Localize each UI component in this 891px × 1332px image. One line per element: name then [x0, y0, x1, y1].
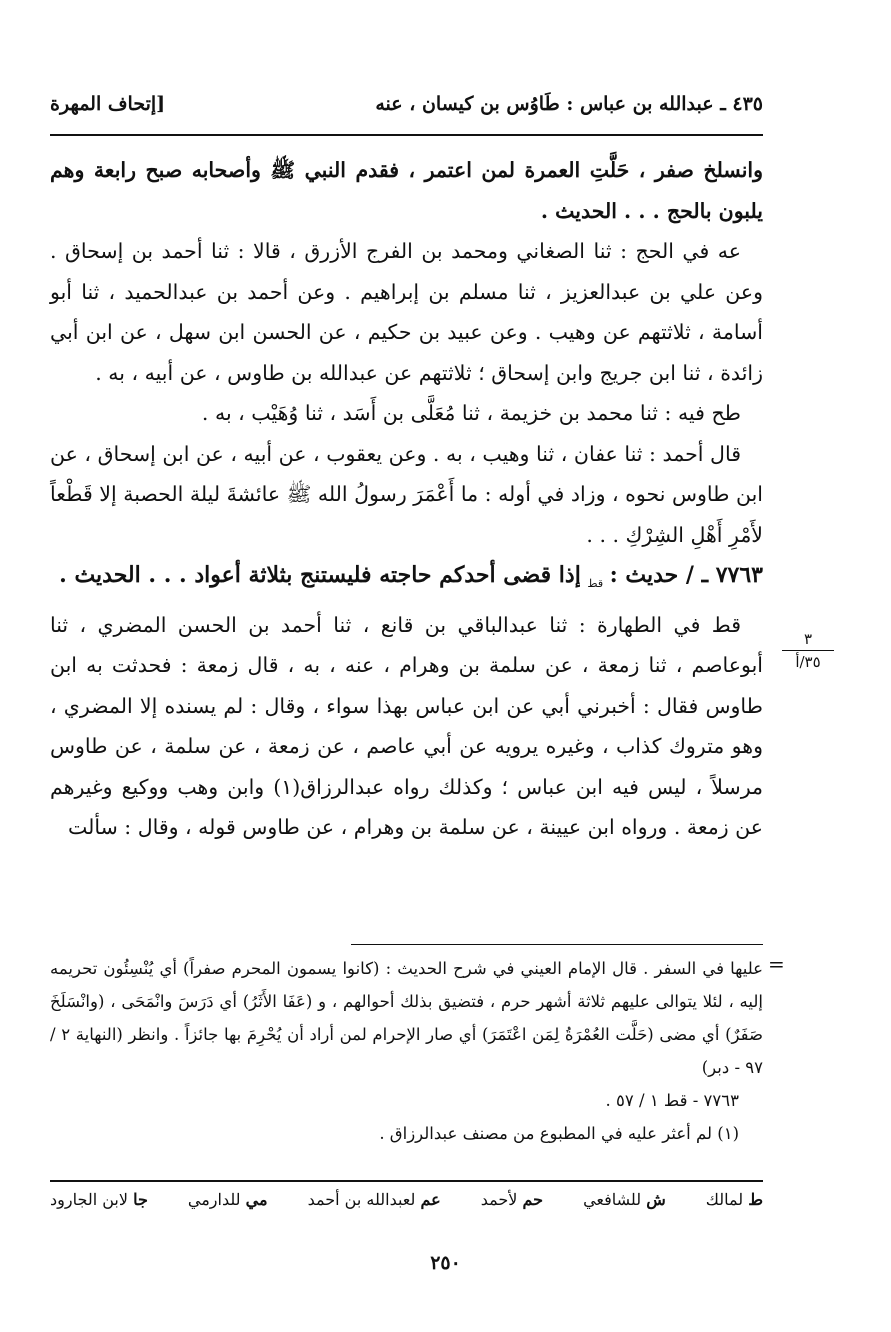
hadith-siglum: قط: [587, 577, 604, 591]
main-text: [50, 150, 763, 848]
margin-manuscript-ref: [778, 628, 838, 673]
hadith-text: إذا قضى أحدكم حاجته فليستنج بثلاثة أعواد . . . الحديث .: [59, 562, 581, 588]
siglum-item: ط لمالك: [705, 1190, 763, 1209]
paragraph-takhrij-4: قط في الطهارة : ثنا عبدالباقي بن قانع ، ثنا أحمد بن الحسن المضري ، ثنا أبوعاصم ، ثنا زمعة ، عن سلمة بن وهرام ، عنه ، به ، قال زمعة : فحدثت به ابن طاوس فقال : أخبرني أبي عن ابن عباس بهذا سواء ، وقال : لم يسنده إلا المضري ، وهو متروك كذاب ، وغيره يرويه عن أبي عاصم ، عن زمعة ، عن سلمة ، عن طاوس مرسلاً ، ليس فيه ابن عباس ؛ وكذلك رواه عبدالرزاق(١) وابن وهب ووكيع وغيرهم عن زمعة . ورواه ابن عيينة ، عن سلمة بن وهرام ، عن طاوس قوله ، وقال : سألت: [50, 612, 763, 840]
sigla-rule: [50, 1180, 763, 1182]
header-book-title: [إتحاف المهرة: [50, 93, 166, 115]
footnote-1: (١) لم أعثر عليه في المطبوع من مصنف عبدالرزاق .: [379, 1124, 739, 1143]
header-rule: [50, 134, 763, 136]
margin-note-top: ٣: [803, 630, 813, 648]
hadith-number: ٧٧٦٣ ـ / حديث :: [609, 562, 763, 588]
paragraph-takhrij-3: قال أحمد : ثنا عفان ، ثنا وهيب ، به . وعن يعقوب ، عن أبيه ، عن ابن إسحاق ، عن ابن طاوس نحوه ، وزاد في أوله : ما أَعْمَرَ رسولُ الله ﷺ عائشةَ ليلة الحصبة إلا قَطْعاً لأَمْرِ أَهْلِ الشِرْكِ . . .: [50, 441, 763, 547]
footnotes: [50, 952, 763, 1150]
siglum-item: ش للشافعي: [583, 1190, 666, 1209]
hadith-heading: [50, 555, 763, 605]
paragraph-takhrij-2: طح فيه : ثنا محمد بن خزيمة ، ثنا مُعَلَّى بن أَسَد ، ثنا وُهَيْب ، به .: [201, 401, 741, 425]
siglum-item: مي للدارمي: [187, 1190, 268, 1209]
page-header: [50, 84, 763, 124]
sigla-legend: [50, 1190, 763, 1209]
footnote-continuation: عليها في السفر . قال الإمام العيني في شرح الحديث : (كانوا يسمون المحرم صفراً) أي يُنْسِئُون تحريمه إليه ، لئلا يتوالى عليهم ثلاثة أشهر حرم ، فتضيق بذلك أحوالهم ، و (عَفَا الأَثَرُ) أي دَرَسَ وانْمَحَى ، (وانْسَلَخَ صَفَرٌ) أي مضى (حَلَّت العُمْرَةُ لِمَن اعْتَمَرَ) أي صار الإحرام لمن أراد أن يُحْرِمَ بها جائزاً . وانظر (النهاية ٢ / ٩٧ - دبر): [50, 959, 763, 1077]
page-number: ٢٥٠: [430, 1252, 461, 1274]
footnote-continuation-marker: =: [768, 952, 785, 976]
margin-note-bottom: ٣٥/أ: [795, 653, 821, 671]
header-chapter-title: ٤٣٥ ـ عبدالله بن عباس : طَاوُس بن كيسان ، عنه: [375, 93, 763, 115]
siglum-item: حم لأحمد: [480, 1190, 544, 1209]
siglum-item: عم لعبدالله بن أحمد: [307, 1190, 441, 1209]
paragraph-takhrij-1: عه في الحج : ثنا الصغاني ومحمد بن الفرج الأزرق ، قالا : ثنا أحمد بن إسحاق . وعن علي بن عبدالعزيز ، ثنا مسلم بن إبراهيم . وعن أحمد بن عبدالحميد ، ثنا أبو أسامة ، ثلاثتهم عن وهيب . وعن عبيد بن حكيم ، عن الحسن ابن سهل ، عن ابن أبي زائدة ، ثنا ابن جريج وابن إسحاق ؛ ثلاثتهم عن عبدالله بن طاوس ، عن أبيه ، به .: [50, 239, 763, 385]
margin-note-line: [782, 650, 834, 651]
siglum-item: جا لابن الجارود: [50, 1190, 148, 1209]
footnote-separator: [351, 944, 763, 945]
footnote-reference: ٧٧٦٣ - قط ١ / ٥٧ .: [605, 1091, 739, 1110]
paragraph-hadith-continuation: وانسلخ صفر ، حَلَّتِ العمرة لمن اعتمر ، فقدم النبي ﷺ وأصحابه صبح رابعة وهم يلبون بالحج . . . الحديث .: [50, 158, 763, 223]
